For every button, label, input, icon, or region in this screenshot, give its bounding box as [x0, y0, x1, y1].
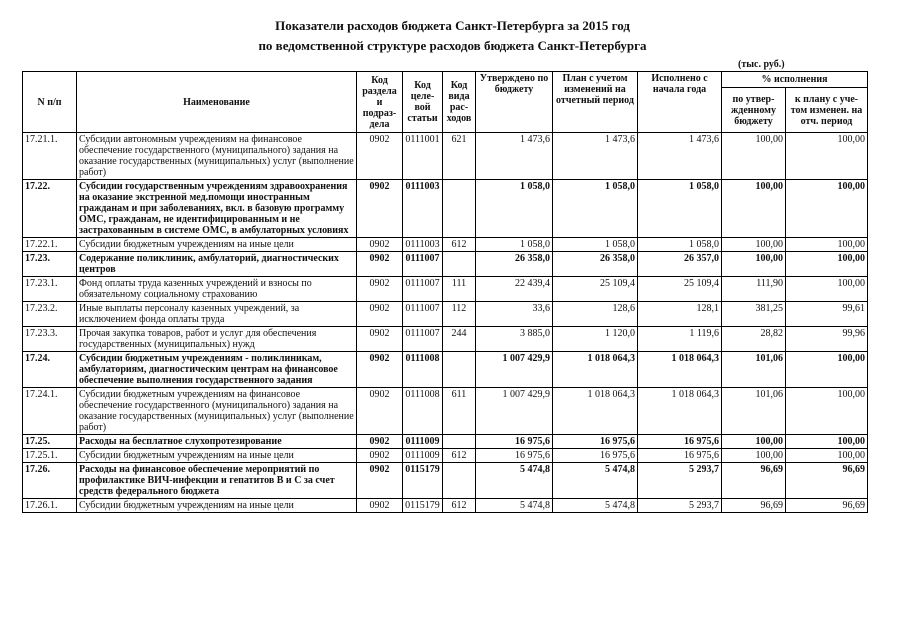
cell-pct-approved: 96,69 [722, 463, 786, 499]
cell-num: 17.23.3. [23, 327, 77, 352]
cell-section: 0902 [357, 499, 403, 513]
cell-section: 0902 [357, 277, 403, 302]
cell-pct-approved: 100,00 [722, 435, 786, 449]
cell-executed: 128,1 [638, 302, 722, 327]
cell-num: 17.23.1. [23, 277, 77, 302]
table-body [23, 133, 868, 513]
cell-section: 0902 [357, 252, 403, 277]
cell-kind: 111 [443, 277, 476, 302]
cell-plan: 26 358,0 [553, 252, 638, 277]
cell-pct-approved: 100,00 [722, 133, 786, 180]
cell-name: Содержание поликлиник, амбулаторий, диагностических центров [77, 252, 357, 277]
cell-kind: 612 [443, 499, 476, 513]
cell-plan: 1 473,6 [553, 133, 638, 180]
cell-kind [443, 252, 476, 277]
cell-pct-approved: 100,00 [722, 180, 786, 238]
table-row [23, 252, 868, 277]
cell-executed: 1 018 064,3 [638, 388, 722, 435]
cell-plan: 1 018 064,3 [553, 352, 638, 388]
header-pct-plan: к плану с уче- том изменен. на отч. период [786, 88, 868, 133]
table-row [23, 388, 868, 435]
header-pct-approved: по утвер- жденному бюджету [722, 88, 786, 133]
header-num: N п/п [23, 72, 77, 133]
cell-pct-plan: 99,96 [786, 327, 868, 352]
cell-pct-plan: 96,69 [786, 463, 868, 499]
header-percent-group: % исполнения [722, 72, 868, 88]
cell-section: 0902 [357, 352, 403, 388]
cell-num: 17.24. [23, 352, 77, 388]
cell-kind: 612 [443, 238, 476, 252]
cell-kind [443, 463, 476, 499]
cell-section: 0902 [357, 435, 403, 449]
cell-article: 0111007 [403, 277, 443, 302]
cell-approved: 16 975,6 [476, 449, 553, 463]
header-article: Код целе- вой статьи [403, 72, 443, 133]
cell-approved: 1 058,0 [476, 180, 553, 238]
table-row [23, 449, 868, 463]
cell-kind: 621 [443, 133, 476, 180]
cell-name: Расходы на бесплатное слухопротезирование [77, 435, 357, 449]
table-row [23, 277, 868, 302]
cell-article: 0111007 [403, 327, 443, 352]
expenses-table [22, 71, 868, 513]
cell-pct-approved: 111,90 [722, 277, 786, 302]
table-row [23, 327, 868, 352]
cell-approved: 1 007 429,9 [476, 388, 553, 435]
table-row [23, 352, 868, 388]
cell-article: 0111009 [403, 435, 443, 449]
cell-approved: 22 439,4 [476, 277, 553, 302]
cell-section: 0902 [357, 180, 403, 238]
cell-executed: 1 018 064,3 [638, 352, 722, 388]
cell-pct-approved: 100,00 [722, 252, 786, 277]
cell-approved: 16 975,6 [476, 435, 553, 449]
cell-section: 0902 [357, 238, 403, 252]
cell-plan: 5 474,8 [553, 499, 638, 513]
cell-executed: 1 119,6 [638, 327, 722, 352]
cell-article: 0115179 [403, 499, 443, 513]
cell-pct-plan: 100,00 [786, 352, 868, 388]
cell-kind: 244 [443, 327, 476, 352]
cell-num: 17.23.2. [23, 302, 77, 327]
cell-section: 0902 [357, 449, 403, 463]
cell-name: Субсидии бюджетным учреждениям на иные цели [77, 449, 357, 463]
cell-name: Субсидии бюджетным учреждениям на финансовое обеспечение государственного (муниципального) задания на оказание государственных (муниципальных) услуг (выполнение работ) [77, 388, 357, 435]
cell-approved: 26 358,0 [476, 252, 553, 277]
cell-pct-plan: 99,61 [786, 302, 868, 327]
cell-article: 0111008 [403, 388, 443, 435]
cell-plan: 1 058,0 [553, 238, 638, 252]
units-label: (тыс. руб.) [738, 59, 785, 70]
cell-pct-plan: 96,69 [786, 499, 868, 513]
header-section: Код раздела и подраз- дела [357, 72, 403, 133]
report-title: Показатели расходов бюджета Санкт-Петербурга за 2015 год [275, 18, 630, 33]
cell-article: 0111008 [403, 352, 443, 388]
cell-kind: 612 [443, 449, 476, 463]
cell-approved: 33,6 [476, 302, 553, 327]
cell-executed: 16 975,6 [638, 435, 722, 449]
header-executed: Исполнено с начала года [638, 72, 722, 133]
cell-pct-plan: 100,00 [786, 252, 868, 277]
cell-section: 0902 [357, 327, 403, 352]
cell-kind [443, 180, 476, 238]
cell-approved: 5 474,8 [476, 499, 553, 513]
cell-name: Субсидии государственным учреждениям здравоохранения на оказание экстренной мед.помощи иностранным гражданам и при заболеваниях, вкл. в базовую программу ОМС, гражданам, не идентифицированным и не застрахованным в системе ОМС, в амбулаторных условиях [77, 180, 357, 238]
cell-num: 17.25.1. [23, 449, 77, 463]
cell-section: 0902 [357, 133, 403, 180]
cell-article: 0111007 [403, 302, 443, 327]
cell-approved: 3 885,0 [476, 327, 553, 352]
cell-pct-plan: 100,00 [786, 435, 868, 449]
cell-article: 0111009 [403, 449, 443, 463]
cell-executed: 25 109,4 [638, 277, 722, 302]
cell-num: 17.21.1. [23, 133, 77, 180]
cell-pct-approved: 96,69 [722, 499, 786, 513]
header-approved: Утверждено по бюджету [476, 72, 553, 133]
cell-pct-plan: 100,00 [786, 180, 868, 238]
cell-name: Субсидии бюджетным учреждениям - поликлиникам, амбулаториям, диагностическим центрам на финансовое обеспечение выполнения государственного задания [77, 352, 357, 388]
cell-executed: 16 975,6 [638, 449, 722, 463]
cell-num: 17.26.1. [23, 499, 77, 513]
cell-executed: 1 058,0 [638, 180, 722, 238]
cell-kind: 112 [443, 302, 476, 327]
cell-num: 17.25. [23, 435, 77, 449]
cell-executed: 1 473,6 [638, 133, 722, 180]
table-row [23, 302, 868, 327]
cell-name: Субсидии бюджетным учреждениям на иные цели [77, 238, 357, 252]
report-subtitle: по ведомственной структуре расходов бюджета Санкт-Петербурга [258, 38, 647, 53]
cell-pct-plan: 100,00 [786, 449, 868, 463]
header-kind: Код вида рас- ходов [443, 72, 476, 133]
cell-plan: 1 018 064,3 [553, 388, 638, 435]
table-row [23, 180, 868, 238]
cell-executed: 5 293,7 [638, 499, 722, 513]
cell-name: Субсидии автономным учреждениям на финансовое обеспечение государственного (муниципального) задания на оказание государственных (муниципальных) услуг (выполнение работ) [77, 133, 357, 180]
cell-plan: 25 109,4 [553, 277, 638, 302]
cell-approved: 1 058,0 [476, 238, 553, 252]
cell-approved: 1 007 429,9 [476, 352, 553, 388]
cell-article: 0111003 [403, 180, 443, 238]
cell-name: Фонд оплаты труда казенных учреждений и взносы по обязательному социальному страхованию [77, 277, 357, 302]
cell-executed: 5 293,7 [638, 463, 722, 499]
cell-article: 0111003 [403, 238, 443, 252]
table-row [23, 238, 868, 252]
cell-num: 17.26. [23, 463, 77, 499]
cell-section: 0902 [357, 302, 403, 327]
cell-plan: 1 120,0 [553, 327, 638, 352]
cell-executed: 26 357,0 [638, 252, 722, 277]
cell-pct-approved: 101,06 [722, 388, 786, 435]
table-row [23, 499, 868, 513]
cell-pct-approved: 28,82 [722, 327, 786, 352]
cell-kind [443, 352, 476, 388]
cell-num: 17.22.1. [23, 238, 77, 252]
cell-plan: 128,6 [553, 302, 638, 327]
cell-pct-plan: 100,00 [786, 388, 868, 435]
cell-num: 17.23. [23, 252, 77, 277]
header-plan: План с учетом изменений на отчетный период [553, 72, 638, 133]
cell-name: Иные выплаты персоналу казенных учреждений, за исключением фонда оплаты труда [77, 302, 357, 327]
cell-article: 0111007 [403, 252, 443, 277]
table-row [23, 463, 868, 499]
cell-pct-plan: 100,00 [786, 133, 868, 180]
table-row [23, 133, 868, 180]
cell-plan: 5 474,8 [553, 463, 638, 499]
cell-name: Расходы на финансовое обеспечение мероприятий по профилактике ВИЧ-инфекции и гепатитов В и С за счет средств федерального бюджета [77, 463, 357, 499]
cell-pct-approved: 100,00 [722, 449, 786, 463]
cell-approved: 5 474,8 [476, 463, 553, 499]
table-row [23, 435, 868, 449]
cell-section: 0902 [357, 388, 403, 435]
cell-kind [443, 435, 476, 449]
cell-executed: 1 058,0 [638, 238, 722, 252]
cell-pct-approved: 101,06 [722, 352, 786, 388]
cell-pct-plan: 100,00 [786, 277, 868, 302]
cell-section: 0902 [357, 463, 403, 499]
cell-pct-approved: 381,25 [722, 302, 786, 327]
cell-plan: 1 058,0 [553, 180, 638, 238]
cell-approved: 1 473,6 [476, 133, 553, 180]
cell-article: 0115179 [403, 463, 443, 499]
cell-plan: 16 975,6 [553, 449, 638, 463]
cell-name: Прочая закупка товаров, работ и услуг для обеспечения государственных (муниципальных) нужд [77, 327, 357, 352]
cell-pct-plan: 100,00 [786, 238, 868, 252]
cell-article: 0111001 [403, 133, 443, 180]
cell-kind: 611 [443, 388, 476, 435]
header-name: Наименование [77, 72, 357, 133]
cell-num: 17.24.1. [23, 388, 77, 435]
cell-pct-approved: 100,00 [722, 238, 786, 252]
cell-num: 17.22. [23, 180, 77, 238]
cell-plan: 16 975,6 [553, 435, 638, 449]
cell-name: Субсидии бюджетным учреждениям на иные цели [77, 499, 357, 513]
